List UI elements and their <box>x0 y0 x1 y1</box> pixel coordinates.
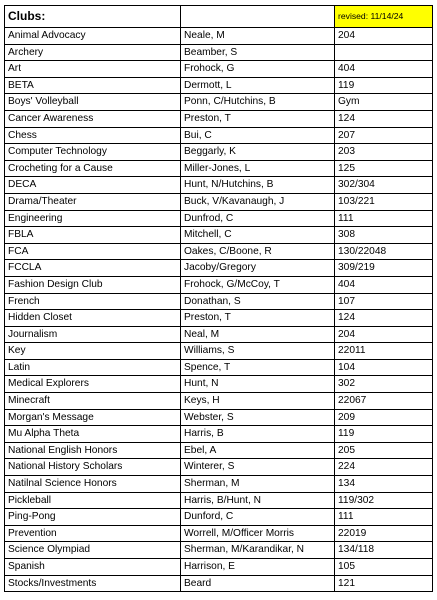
room-cell <box>335 44 433 61</box>
room-cell: 103/221 <box>335 193 433 210</box>
club-name-cell: Minecraft <box>5 393 181 410</box>
table-row <box>5 525 433 542</box>
room-cell: 302/304 <box>335 177 433 194</box>
room-cell: 404 <box>335 61 433 78</box>
club-name-cell: Spanish <box>5 559 181 576</box>
sponsor-cell: Donathan, S <box>181 293 335 310</box>
sponsor-cell: Preston, T <box>181 110 335 127</box>
club-name-cell: French <box>5 293 181 310</box>
table-row <box>5 94 433 111</box>
room-cell: Gym <box>335 94 433 111</box>
sponsor-cell: Dunford, C <box>181 509 335 526</box>
room-cell: 119/302 <box>335 492 433 509</box>
table-row <box>5 376 433 393</box>
table-row <box>5 509 433 526</box>
club-name-cell: Natilnal Science Honors <box>5 476 181 493</box>
room-cell: 105 <box>335 559 433 576</box>
sponsor-cell: Hunt, N/Hutchins, B <box>181 177 335 194</box>
table-row <box>5 77 433 94</box>
club-name-cell: Morgan's Message <box>5 409 181 426</box>
room-cell: 22067 <box>335 393 433 410</box>
room-cell: 308 <box>335 227 433 244</box>
room-cell: 119 <box>335 77 433 94</box>
table-row <box>5 127 433 144</box>
table-row <box>5 160 433 177</box>
club-name-cell: FCCLA <box>5 260 181 277</box>
table-row <box>5 193 433 210</box>
room-cell: 134 <box>335 476 433 493</box>
room-cell: 205 <box>335 442 433 459</box>
club-name-cell: Journalism <box>5 326 181 343</box>
club-name-cell: Art <box>5 61 181 78</box>
table-row <box>5 326 433 343</box>
club-name-cell: Prevention <box>5 525 181 542</box>
table-row <box>5 61 433 78</box>
sponsor-cell: Neale, M <box>181 28 335 45</box>
table-row <box>5 310 433 327</box>
room-cell: 309/219 <box>335 260 433 277</box>
club-name-cell: National English Honors <box>5 442 181 459</box>
sponsor-cell: Worrell, M/Officer Morris <box>181 525 335 542</box>
table-row <box>5 227 433 244</box>
sponsor-cell: Mitchell, C <box>181 227 335 244</box>
table-row <box>5 276 433 293</box>
club-name-cell: Hidden Closet <box>5 310 181 327</box>
table-row <box>5 393 433 410</box>
club-name-cell: Ping-Pong <box>5 509 181 526</box>
club-name-cell: Medical Explorers <box>5 376 181 393</box>
table-row <box>5 426 433 443</box>
sponsor-cell: Ponn, C/Hutchins, B <box>181 94 335 111</box>
table-row <box>5 110 433 127</box>
room-cell: 22011 <box>335 343 433 360</box>
sponsor-cell: Harris, B <box>181 426 335 443</box>
table-row <box>5 343 433 360</box>
club-name-cell: Drama/Theater <box>5 193 181 210</box>
revised-date-label: revised: 11/14/24 <box>335 6 433 28</box>
room-cell: 111 <box>335 210 433 227</box>
table-row <box>5 293 433 310</box>
room-cell: 104 <box>335 359 433 376</box>
table-row <box>5 476 433 493</box>
sponsor-cell: Spence, T <box>181 359 335 376</box>
clubs-table-body <box>5 28 433 592</box>
table-title: Clubs: <box>5 6 181 28</box>
sponsor-cell: Harris, B/Hunt, N <box>181 492 335 509</box>
sponsor-cell: Preston, T <box>181 310 335 327</box>
sponsor-cell: Neal, M <box>181 326 335 343</box>
table-row <box>5 144 433 161</box>
room-cell: 203 <box>335 144 433 161</box>
club-name-cell: Boys' Volleyball <box>5 94 181 111</box>
room-cell: 302 <box>335 376 433 393</box>
sponsor-cell: Miller-Jones, L <box>181 160 335 177</box>
room-cell: 134/118 <box>335 542 433 559</box>
table-row <box>5 359 433 376</box>
table-row <box>5 575 433 592</box>
sponsor-cell: Dermott, L <box>181 77 335 94</box>
sponsor-cell: Frohock, G <box>181 61 335 78</box>
table-row <box>5 177 433 194</box>
header-blank-cell <box>181 6 335 28</box>
room-cell: 204 <box>335 28 433 45</box>
table-row <box>5 28 433 45</box>
table-row <box>5 44 433 61</box>
sponsor-cell: Beggarly, K <box>181 144 335 161</box>
table-row <box>5 542 433 559</box>
sponsor-cell: Jacoby/Gregory <box>181 260 335 277</box>
club-name-cell: Science Olympiad <box>5 542 181 559</box>
table-row <box>5 559 433 576</box>
sponsor-cell: Webster, S <box>181 409 335 426</box>
room-cell: 22019 <box>335 525 433 542</box>
room-cell: 125 <box>335 160 433 177</box>
club-name-cell: Fashion Design Club <box>5 276 181 293</box>
table-row <box>5 442 433 459</box>
club-name-cell: Animal Advocacy <box>5 28 181 45</box>
club-name-cell: BETA <box>5 77 181 94</box>
club-name-cell: Stocks/Investments <box>5 575 181 592</box>
sponsor-cell: Beard <box>181 575 335 592</box>
club-name-cell: Engineering <box>5 210 181 227</box>
club-name-cell: Chess <box>5 127 181 144</box>
sponsor-cell: Sherman, M/Karandikar, N <box>181 542 335 559</box>
sponsor-cell: Harrison, E <box>181 559 335 576</box>
sponsor-cell: Buck, V/Kavanaugh, J <box>181 193 335 210</box>
table-row <box>5 459 433 476</box>
club-name-cell: FCA <box>5 243 181 260</box>
room-cell: 124 <box>335 110 433 127</box>
club-name-cell: Archery <box>5 44 181 61</box>
sponsor-cell: Dunfrod, C <box>181 210 335 227</box>
sponsor-cell: Winterer, S <box>181 459 335 476</box>
room-cell: 209 <box>335 409 433 426</box>
room-cell: 224 <box>335 459 433 476</box>
room-cell: 130/22048 <box>335 243 433 260</box>
table-row <box>5 260 433 277</box>
club-name-cell: Pickleball <box>5 492 181 509</box>
clubs-table <box>4 5 433 592</box>
club-name-cell: Crocheting for a Cause <box>5 160 181 177</box>
table-row <box>5 210 433 227</box>
club-list-sheet <box>4 5 432 592</box>
sponsor-cell: Keys, H <box>181 393 335 410</box>
club-name-cell: Key <box>5 343 181 360</box>
sponsor-cell: Frohock, G/McCoy, T <box>181 276 335 293</box>
sponsor-cell: Sherman, M <box>181 476 335 493</box>
room-cell: 207 <box>335 127 433 144</box>
sponsor-cell: Ebel, A <box>181 442 335 459</box>
sponsor-cell: Oakes, C/Boone, R <box>181 243 335 260</box>
club-name-cell: Computer Technology <box>5 144 181 161</box>
sponsor-cell: Bui, C <box>181 127 335 144</box>
room-cell: 404 <box>335 276 433 293</box>
sponsor-cell: Williams, S <box>181 343 335 360</box>
room-cell: 111 <box>335 509 433 526</box>
table-row <box>5 492 433 509</box>
club-name-cell: Latin <box>5 359 181 376</box>
table-row <box>5 243 433 260</box>
room-cell: 119 <box>335 426 433 443</box>
sponsor-cell: Beamber, S <box>181 44 335 61</box>
club-name-cell: National History Scholars <box>5 459 181 476</box>
table-row <box>5 409 433 426</box>
club-name-cell: FBLA <box>5 227 181 244</box>
sponsor-cell: Hunt, N <box>181 376 335 393</box>
room-cell: 121 <box>335 575 433 592</box>
room-cell: 124 <box>335 310 433 327</box>
club-name-cell: Mu Alpha Theta <box>5 426 181 443</box>
room-cell: 107 <box>335 293 433 310</box>
club-name-cell: DECA <box>5 177 181 194</box>
room-cell: 204 <box>335 326 433 343</box>
club-name-cell: Cancer Awareness <box>5 110 181 127</box>
header-row <box>5 6 433 28</box>
